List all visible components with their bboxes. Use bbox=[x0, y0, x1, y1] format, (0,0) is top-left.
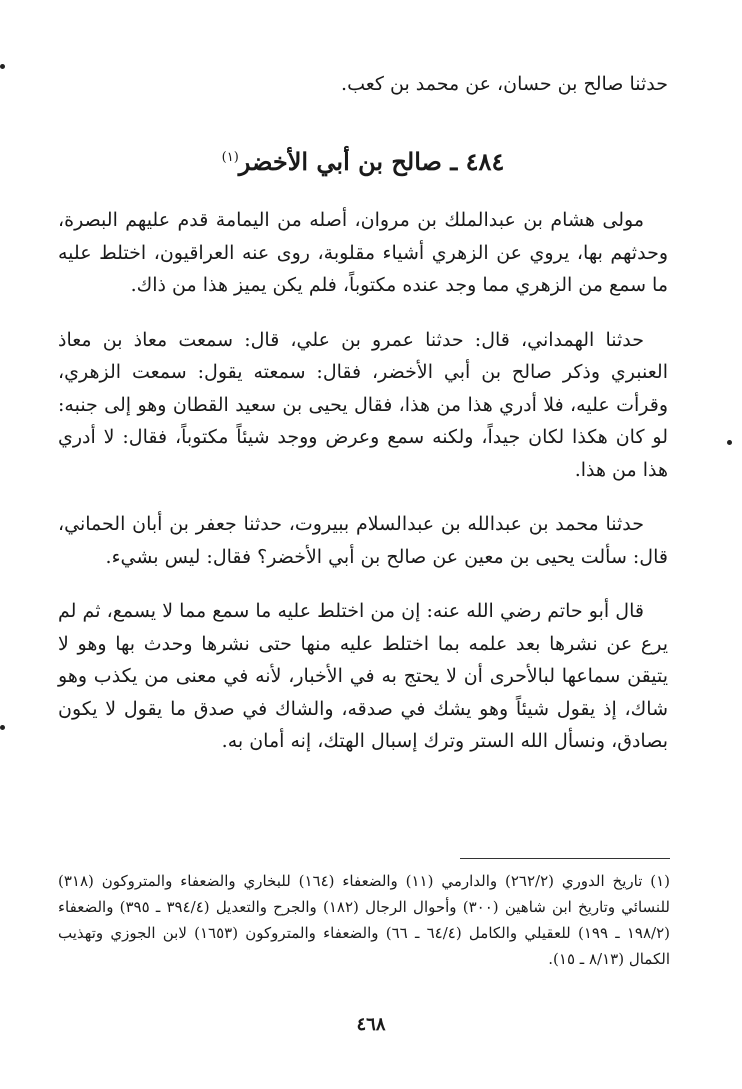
page-body bbox=[58, 62, 668, 758]
paragraph-abu-hatim-verdict: قال أبو حاتم رضي الله عنه: إن من اختلط عليه ما سمع مما لا يسمع، ثم لم يرع عن نشرها بعد علمه بما اختلط عليه منها حتى نشرها وحدث بها وهو لا يتيقن سماعها لبالأحرى أن لا يحتج به في الأخبار، لأنه في معنى من يكذب وهو شاك، إذ يقول شيئاً وهو يشك في صدقه، والشاك في صدق ما يقول لا يكون بصادق، ونسأل الله الستر وترك إسبال الهتك، إنه أمان به. bbox=[58, 600, 668, 752]
intro-line: حدثنا صالح بن حسان، عن محمد بن كعب. bbox=[341, 73, 668, 95]
page-number: ٤٦٨ bbox=[356, 1014, 386, 1035]
margin-dot-lower bbox=[0, 725, 5, 730]
footnote-marker[interactable]: (١) bbox=[221, 150, 239, 165]
entry-heading bbox=[58, 142, 668, 178]
paragraph-hamdani-report: حدثنا الهمداني، قال: حدثنا عمرو بن علي، قال: سمعت معاذ بن معاذ العنبري وذكر صالح بن أبي الأخضر، فقال: سمعته يقول: سمعت الزهري، وقرأت عليه، فلا أدري هذا من هذا، فقال يحيى بن سعيد القطان وهو إلى جنبه: لو كان هكذا لكان جيداً، ولكنه سمع وعرض ووجد شيئاً مكتوباً، فقال: لا أدري هذا من هذا. bbox=[58, 328, 668, 481]
entry-title: ٤٨٤ ـ صالح بن أبي الأخضر bbox=[238, 147, 505, 176]
footnote-divider bbox=[460, 858, 670, 859]
paragraph-biography: مولى هشام بن عبدالملك بن مروان، أصله من اليمامة قدم عليهم البصرة، وحدثهم بها، يروي عن الزهري أشياء مقلوبة، روى عنه العراقيون، اختلط عليه ما سمع من الزهري مما وجد عنده مكتوباً، فلم يكن يميز هذا من ذاك. bbox=[58, 209, 668, 296]
footnote-text: (١) تاريخ الدوري (٢٦٢/٢) والدارمي (١١) والضعفاء (١٦٤) للبخاري والضعفاء والمتروكون (٣١٨) للنسائي وتاريخ ابن شاهين (٣٠٠) وأحوال الرجال (١٨٢) والجرح والتعديل (٣٩٤/٤ ـ ٣٩٥) والضعفاء (١٩٨/٢ ـ ١٩٩) للعقيلي والكامل (٦٤/٤ ـ ٦٦) والضعفاء والمتروكون (١٦٥٣) لابن الجوزي وتهذيب الكمال (٨/١٣ ـ ١٥). bbox=[58, 872, 670, 968]
margin-dot-top bbox=[0, 64, 5, 69]
margin-dot-middle bbox=[727, 440, 732, 445]
paragraph-ibn-maeen-report: حدثنا محمد بن عبدالله بن عبدالسلام ببيروت، حدثنا جعفر بن أبان الحماني، قال: سألت يحيى بن معين عن صالح بن أبي الأخضر؟ فقال: ليس بشيء. bbox=[58, 513, 668, 568]
